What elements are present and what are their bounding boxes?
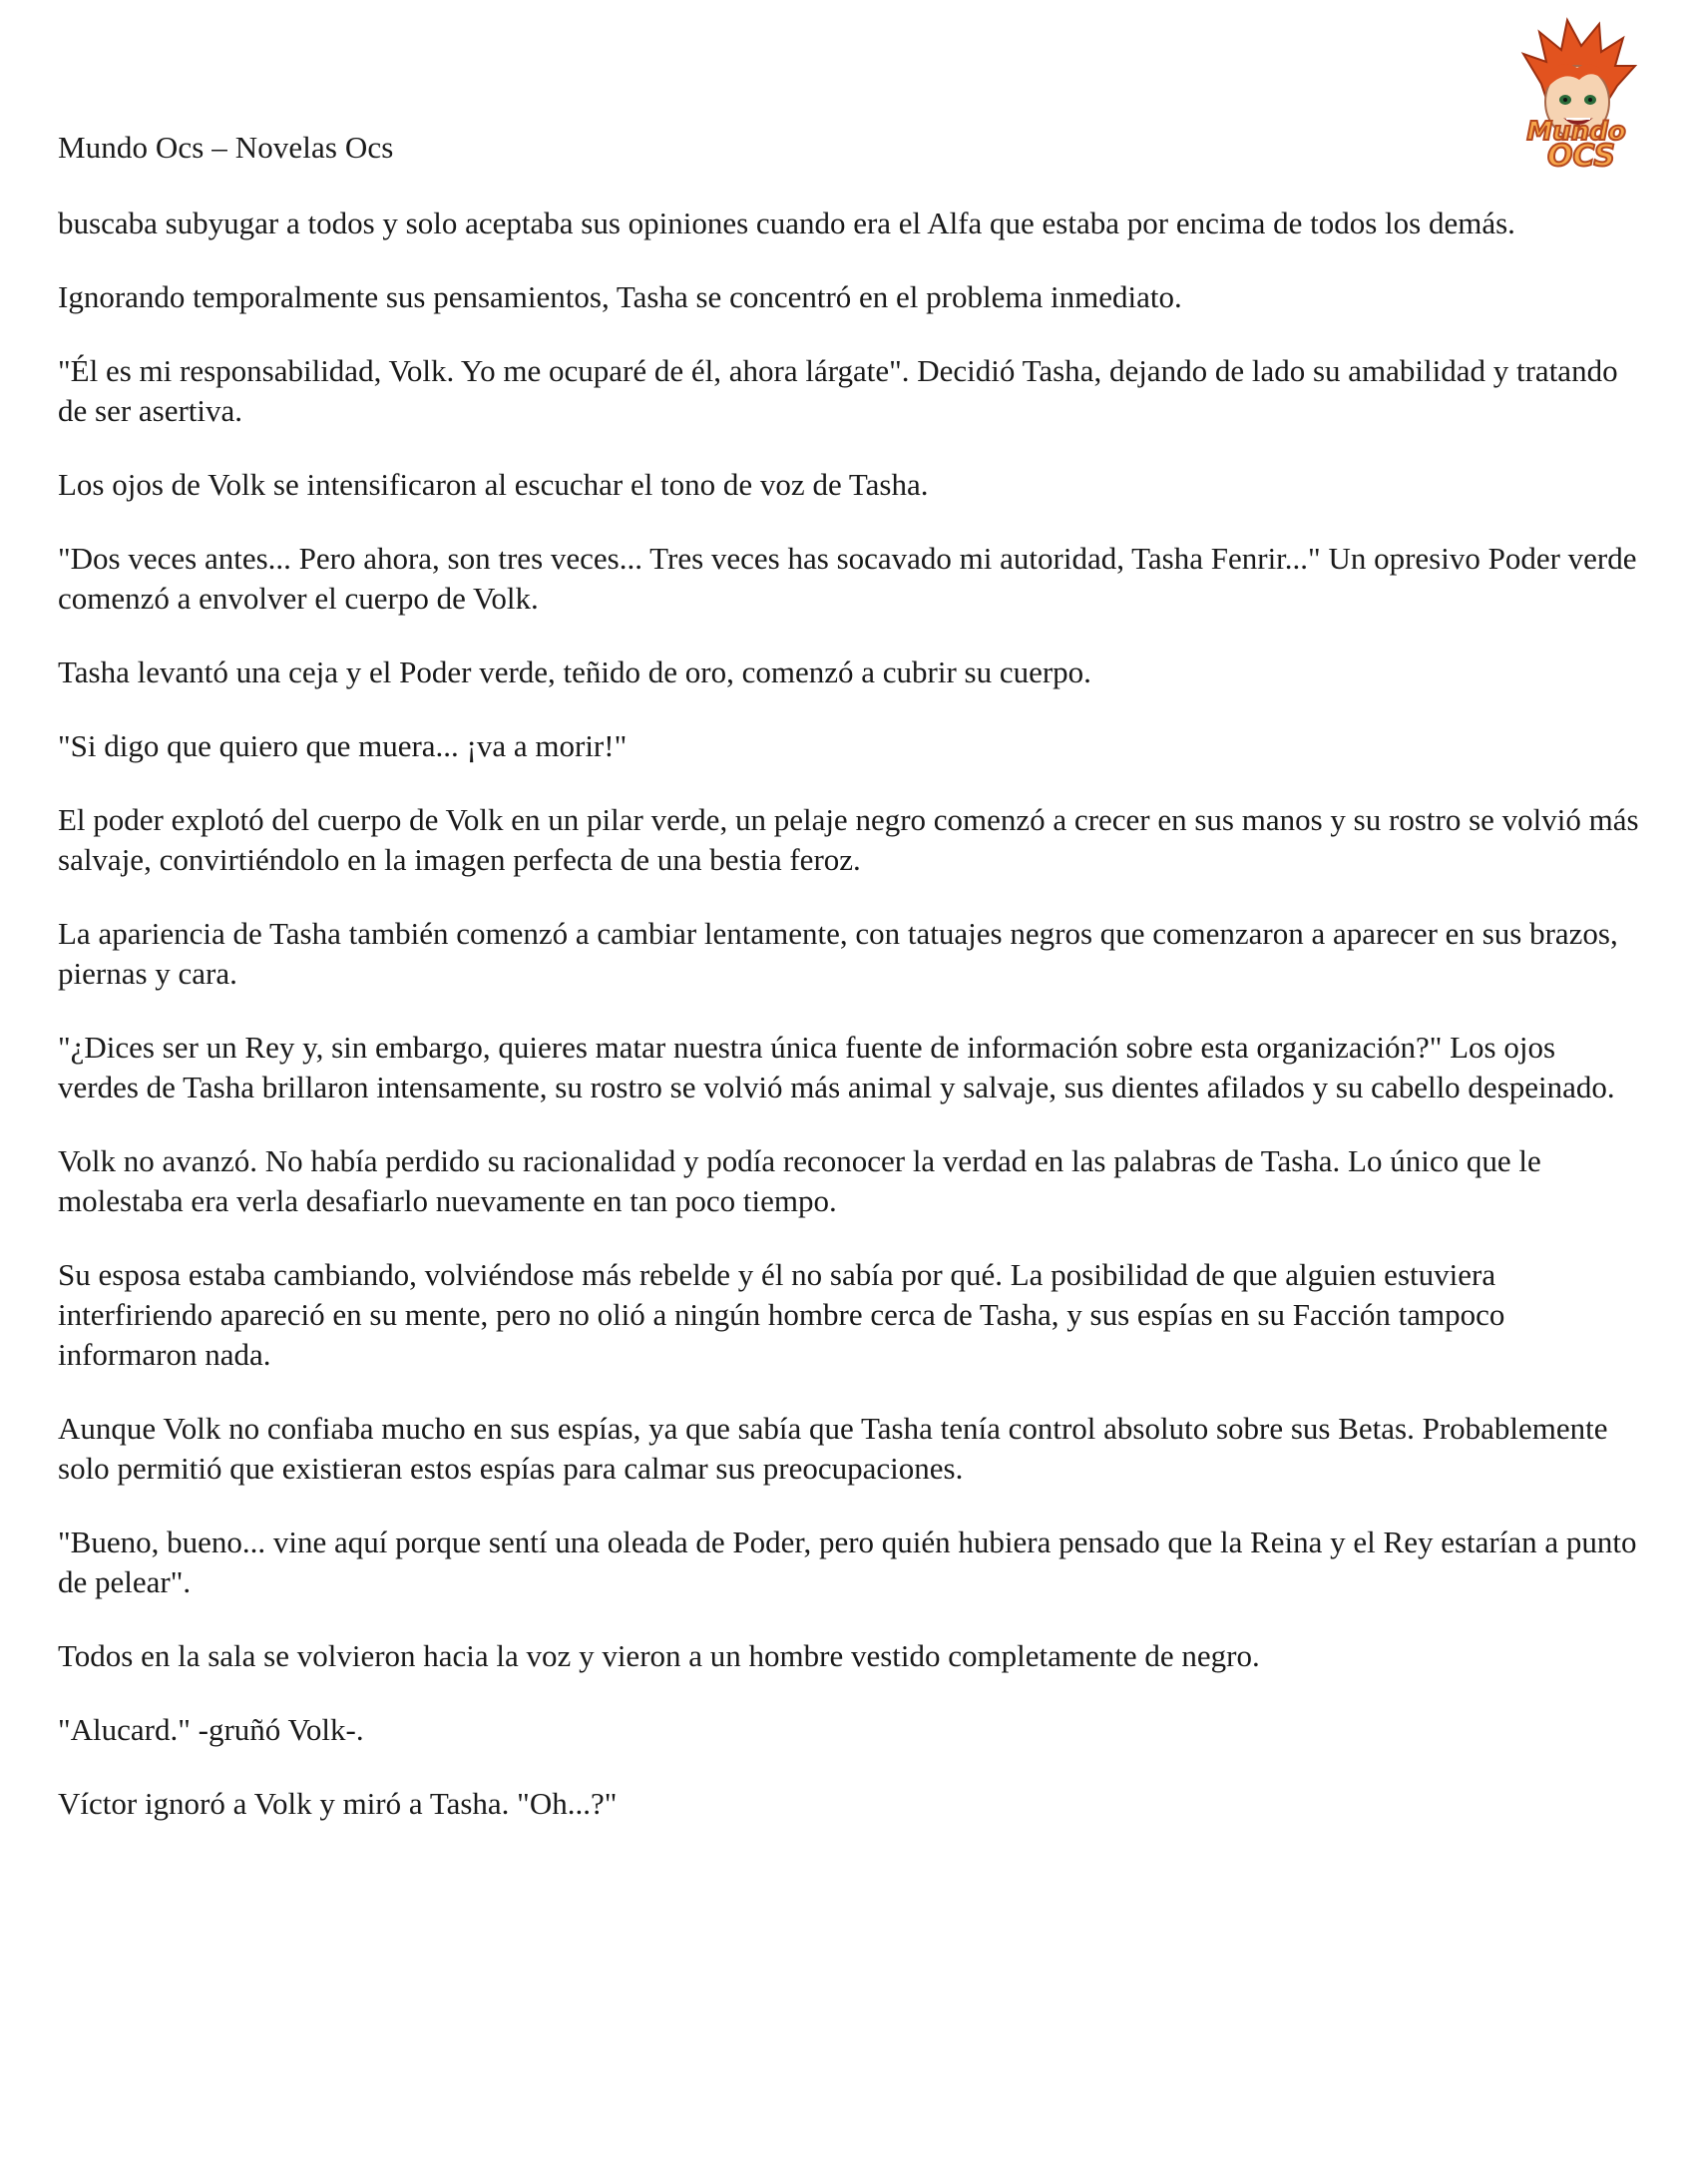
paragraph: Volk no avanzó. No había perdido su racionalidad y podía reconocer la verdad en las palabras de Tasha. Lo único que le molestaba era verla desafiarlo nuevamente en tan poco tiempo. (58, 1143, 1541, 1218)
mundo-ocs-logo (1501, 14, 1651, 174)
paragraph: "Dos veces antes... Pero ahora, son tres veces... Tres veces has socavado mi autoridad, Tasha Fenrir..." Un opresivo Poder verde comenzó a envolver el cuerpo de Volk. (58, 541, 1637, 616)
document-body (58, 204, 1639, 1858)
paragraph: "Bueno, bueno... vine aquí porque sentí una oleada de Poder, pero quién hubiera pensado que la Reina y el Rey estarían a punto de pelear". (58, 1525, 1637, 1599)
paragraph: Tasha levantó una ceja y el Poder verde, teñido de oro, comenzó a cubrir su cuerpo. (58, 655, 1091, 689)
paragraph: Víctor ignoró a Volk y miró a Tasha. "Oh...?" (58, 1786, 618, 1821)
logo-text (1526, 117, 1625, 174)
paragraph: Los ojos de Volk se intensificaron al escuchar el tono de voz de Tasha. (58, 467, 929, 502)
paragraph: buscaba subyugar a todos y solo aceptaba sus opiniones cuando era el Alfa que estaba por encima de todos los demás. (58, 206, 1515, 240)
paragraph: "Si digo que quiero que muera... ¡va a morir!" (58, 728, 628, 763)
paragraph: "Alucard." -gruñó Volk-. (58, 1712, 364, 1747)
paragraph: La apariencia de Tasha también comenzó a cambiar lentamente, con tatuajes negros que comenzaron a aparecer en sus brazos, piernas y cara. (58, 916, 1618, 991)
paragraph: Aunque Volk no confiaba mucho en sus espías, ya que sabía que Tasha tenía control absoluto sobre sus Betas. Probablemente solo permitió que existieran estos espías para calmar sus preocupaciones. (58, 1411, 1608, 1486)
page-header-title: Mundo Ocs – Novelas Ocs (58, 130, 394, 165)
paragraph: Su esposa estaba cambiando, volviéndose más rebelde y él no sabía por qué. La posibilidad de que alguien estuviera interfiriendo apareció en su mente, pero no olió a ningún hombre cerca de Tasha, y sus espías en su Facción tampoco informaron nada. (58, 1257, 1505, 1372)
paragraph: Todos en la sala se volvieron hacia la voz y vieron a un hombre vestido completamente de negro. (58, 1638, 1260, 1673)
logo-text-bottom: OCS (1546, 139, 1616, 174)
paragraph: Ignorando temporalmente sus pensamientos, Tasha se concentró en el problema inmediato. (58, 279, 1182, 314)
paragraph: "Él es mi responsabilidad, Volk. Yo me ocuparé de él, ahora lárgate". Decidió Tasha, dejando de lado su amabilidad y tratando de ser asertiva. (58, 353, 1618, 428)
paragraph: El poder explotó del cuerpo de Volk en un pilar verde, un pelaje negro comenzó a crecer en sus manos y su rostro se volvió más salvaje, convirtiéndolo en la imagen perfecta de una bestia feroz. (58, 802, 1639, 877)
logo-text-top: Mundo (1526, 117, 1626, 147)
paragraph: "¿Dices ser un Rey y, sin embargo, quieres matar nuestra única fuente de información sobre esta organización?" Los ojos verdes de Tasha brillaron intensamente, su rostro se volvió más animal y salvaje, sus dientes afilados y su cabello despeinado. (58, 1030, 1615, 1104)
